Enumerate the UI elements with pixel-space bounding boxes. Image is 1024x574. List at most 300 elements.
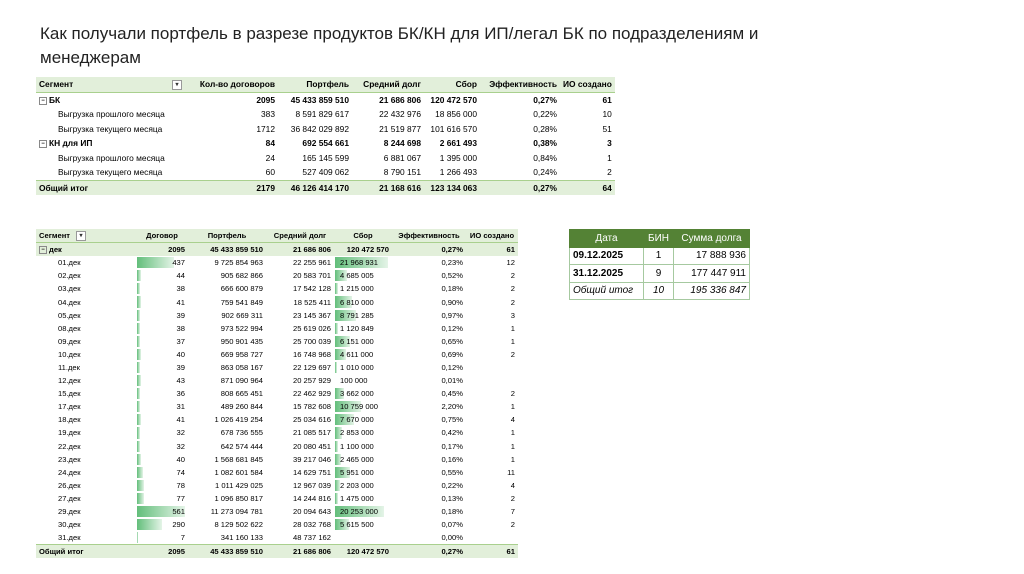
table-cell — [136, 361, 188, 374]
table-row — [36, 107, 615, 122]
cell-value: 38 — [176, 284, 185, 294]
cell-value: 41 — [176, 297, 185, 307]
table-cell: 45 433 859 510 — [188, 545, 266, 559]
table-cell: 39 217 046 — [292, 454, 331, 464]
table-row — [36, 413, 518, 426]
cell-value: 21 968 931 — [340, 258, 379, 268]
table-cell — [334, 256, 392, 269]
row-label: Выгрузка текущего месяца — [58, 123, 163, 134]
table-cell — [334, 492, 392, 505]
table-cell: 0,22% — [441, 480, 463, 490]
cell-value: 1 010 000 — [340, 362, 374, 372]
row-label: 02.дек — [58, 271, 81, 281]
table-cell: 0,45% — [441, 389, 463, 399]
table-cell: 905 682 866 — [220, 271, 263, 281]
table-cell: 25 619 026 — [292, 323, 331, 333]
table-cell: 22 462 929 — [292, 389, 331, 399]
table-cell: 0,52% — [441, 271, 463, 281]
row-label: 09.дек — [58, 336, 81, 346]
data-bar — [137, 427, 140, 438]
table-cell: 0,01% — [441, 376, 463, 386]
table-cell: 84 — [265, 138, 275, 149]
table-cell: 0,24% — [533, 167, 557, 178]
table-row — [36, 518, 518, 531]
table-cell — [466, 531, 518, 545]
cell-value: 39 — [176, 310, 185, 320]
header-row — [36, 229, 518, 243]
cell-value: 5 951 000 — [340, 467, 374, 477]
table-cell: 0,75% — [441, 415, 463, 425]
row-label: 12.дек — [58, 376, 81, 386]
table-cell — [334, 440, 392, 453]
data-bar — [137, 375, 141, 386]
table-row — [36, 453, 518, 466]
row-label: 01.дек — [58, 258, 81, 268]
table-cell: 1 — [644, 247, 674, 265]
row-label: 22.дек — [58, 441, 81, 451]
table-cell: 0,69% — [441, 349, 463, 359]
row-label: 15.дек — [58, 389, 81, 399]
table-row — [36, 92, 615, 107]
data-bar — [137, 349, 141, 360]
row-label: Общий итог — [36, 180, 186, 195]
table-cell: 666 600 879 — [220, 284, 263, 294]
column-header: Средний долг — [352, 77, 424, 92]
table-cell: 101 616 570 — [430, 123, 477, 134]
data-bar — [137, 388, 140, 399]
table-cell: 11 273 094 781 — [210, 507, 263, 517]
table-cell: 0,23% — [441, 258, 463, 268]
table-cell: 0,17% — [441, 441, 463, 451]
table-cell: 1 — [607, 152, 612, 163]
table-cell: 61 — [602, 94, 612, 105]
table-cell — [334, 426, 392, 439]
table-cell — [334, 531, 392, 545]
table-cell: 3 — [510, 310, 515, 320]
data-bar — [335, 283, 338, 294]
row-label: − дек — [36, 243, 136, 257]
table-cell — [136, 309, 188, 322]
cell-value: 31 — [176, 402, 185, 412]
table-cell: 1 — [510, 454, 515, 464]
table-cell: 36 842 029 892 — [290, 123, 349, 134]
cell-value: 7 670 000 — [340, 415, 374, 425]
table-cell: 28 032 768 — [292, 520, 331, 530]
cell-value: 2 853 000 — [340, 428, 374, 438]
data-bar — [137, 283, 140, 294]
table-cell — [466, 374, 518, 387]
row-label: 23.дек — [58, 454, 81, 464]
table-cell: 341 160 133 — [220, 533, 263, 543]
table-cell: 0,27% — [533, 94, 557, 105]
data-bar — [335, 323, 338, 334]
table-cell — [334, 387, 392, 400]
collapse-icon[interactable]: − — [39, 140, 47, 148]
cell-value: 6 810 000 — [340, 297, 374, 307]
table-cell: 0,16% — [441, 454, 463, 464]
table-cell — [136, 531, 188, 545]
table-cell: 0,18% — [441, 284, 463, 294]
table-cell: 8 790 151 — [383, 167, 421, 178]
table-row — [36, 426, 518, 439]
table-cell: 10 — [644, 282, 674, 300]
data-bar — [137, 257, 174, 268]
header-row — [570, 230, 750, 248]
table-cell: 0,27% — [392, 243, 466, 257]
cell-value: 32 — [176, 428, 185, 438]
row-label: 18.дек — [58, 415, 81, 425]
table-cell: 22 432 976 — [379, 109, 421, 120]
table-cell: Общий итог — [570, 282, 644, 300]
table-cell: 61 — [466, 545, 518, 559]
group-row — [36, 243, 518, 257]
row-label: − КН для ИП — [36, 136, 186, 151]
table-cell: 2 — [510, 389, 515, 399]
cell-value: 39 — [176, 362, 185, 372]
row-label: 11.дек — [58, 362, 80, 372]
table-cell: 642 574 444 — [220, 441, 263, 451]
data-bar — [137, 519, 162, 530]
table-cell — [334, 479, 392, 492]
cell-value: 1 100 000 — [340, 441, 374, 451]
table-cell: 21 085 517 — [292, 428, 331, 438]
table-cell: 20 094 643 — [292, 507, 331, 517]
column-header: Договор — [136, 229, 188, 243]
table-cell: 1 — [510, 323, 515, 333]
table-cell: 51 — [602, 123, 612, 134]
table-row — [36, 531, 518, 545]
table-cell: 0,22% — [533, 109, 557, 120]
data-bar — [335, 493, 338, 504]
table-cell: 1 — [510, 336, 515, 346]
table-cell: 12 — [506, 258, 515, 268]
table-cell — [466, 361, 518, 374]
table-cell: 0,07% — [441, 520, 463, 530]
column-header: ИО создано — [466, 229, 518, 243]
table-cell: 177 447 911 — [674, 265, 750, 283]
table-cell: 09.12.2025 — [570, 247, 644, 265]
table-row — [36, 180, 615, 195]
table-cell: 0,00% — [441, 533, 463, 543]
cell-value: 1 120 849 — [340, 323, 374, 333]
table-cell: 2 — [510, 297, 515, 307]
table-cell: 46 126 414 170 — [278, 180, 352, 195]
cell-value: 40 — [176, 349, 185, 359]
row-label: 17.дек — [58, 402, 81, 412]
table-cell: 1 026 419 254 — [214, 415, 263, 425]
column-header: Средний долг — [266, 229, 334, 243]
data-bar — [137, 336, 140, 347]
table-cell: 21 686 806 — [266, 545, 334, 559]
cell-value: 100 000 — [340, 376, 368, 386]
cell-value: 7 — [180, 533, 185, 543]
table-cell: 14 629 751 — [292, 467, 331, 477]
table-cell — [334, 518, 392, 531]
page-title: Как получали портфель в разрезе продуктов БК/КН для ИП/легал БК по подразделениям и менеджерам — [40, 24, 759, 67]
table-row — [36, 466, 518, 479]
table-cell — [136, 269, 188, 282]
table-cell: 692 554 661 — [302, 138, 349, 149]
data-bar — [137, 480, 144, 491]
table-cell — [334, 400, 392, 413]
table-cell — [136, 453, 188, 466]
table-row — [36, 440, 518, 453]
column-header: Кол-во договоров — [186, 77, 278, 92]
table-cell — [136, 282, 188, 295]
row-label: Выгрузка прошлого месяца — [58, 152, 165, 163]
table-cell: 4 — [510, 415, 515, 425]
table-cell: 45 433 859 510 — [188, 243, 266, 257]
cell-value: 561 — [172, 507, 185, 517]
column-header: Эффективность — [392, 229, 466, 243]
table-cell: 21 519 877 — [379, 123, 421, 134]
column-header: Эффективность — [480, 77, 560, 92]
table-cell: 20 257 929 — [292, 376, 331, 386]
table-cell: 1 568 681 845 — [214, 454, 263, 464]
table-cell: 0,65% — [441, 336, 463, 346]
table-cell: 759 541 849 — [220, 297, 263, 307]
table-cell: 8 244 698 — [383, 138, 421, 149]
column-header: Сегмент ▾ — [36, 229, 136, 243]
table-cell — [334, 309, 392, 322]
summary-table — [569, 229, 750, 300]
table-cell: 0,42% — [441, 428, 463, 438]
cell-value: 5 615 500 — [340, 520, 374, 530]
table-cell — [334, 361, 392, 374]
table-cell: 1 — [510, 441, 515, 451]
table-cell: 0,13% — [441, 493, 463, 503]
table-cell: 2 — [510, 349, 515, 359]
table-cell: 1 082 601 584 — [214, 467, 263, 477]
cell-value: 1 475 000 — [340, 493, 374, 503]
row-label: 10.дек — [58, 349, 81, 359]
table-row — [36, 505, 518, 518]
pivot-table-products — [36, 77, 615, 195]
table-cell: 22 255 961 — [292, 258, 331, 268]
row-label: Выгрузка прошлого месяца — [58, 109, 165, 120]
table-cell: 0,84% — [533, 152, 557, 163]
table-row — [36, 335, 518, 348]
table-cell: 2095 — [136, 545, 188, 559]
table-cell: 18 525 411 — [293, 297, 331, 307]
data-bar — [137, 270, 141, 281]
data-bar — [137, 296, 141, 307]
table-cell — [334, 505, 392, 518]
cell-value: 77 — [176, 493, 185, 503]
table-cell — [136, 256, 188, 269]
table-row — [36, 479, 518, 492]
table-row — [36, 348, 518, 361]
data-bar — [335, 441, 338, 452]
table-cell: 0,27% — [480, 180, 560, 195]
table-cell: 0,12% — [441, 323, 463, 333]
table-cell: 17 888 936 — [674, 247, 750, 265]
table-cell: 3 — [607, 138, 612, 149]
data-bar — [137, 401, 140, 412]
column-header: Портфель — [188, 229, 266, 243]
table-cell: 25 034 616 — [292, 415, 331, 425]
row-label: 27.дек — [58, 493, 81, 503]
table-cell: 1 — [510, 402, 515, 412]
table-cell: 0,18% — [441, 507, 463, 517]
table-cell — [136, 518, 188, 531]
table-cell: 8 129 502 622 — [214, 520, 263, 530]
row-label: 29.дек — [58, 507, 81, 517]
table-row — [36, 309, 518, 322]
cell-value: 2 203 000 — [340, 480, 374, 490]
row-label: 31.дек — [58, 533, 81, 543]
table-row — [36, 151, 615, 166]
cell-value: 38 — [176, 323, 185, 333]
collapse-icon[interactable]: − — [39, 246, 47, 254]
cell-value: 290 — [172, 520, 185, 530]
table-row — [36, 122, 615, 137]
column-header: Портфель — [278, 77, 352, 92]
table-row — [36, 387, 518, 400]
table-cell — [136, 426, 188, 439]
filter-dropdown-icon[interactable]: ▾ — [172, 80, 182, 90]
cell-value: 32 — [176, 441, 185, 451]
data-bar — [137, 362, 140, 373]
row-label: 03.дек — [58, 284, 81, 294]
table-cell: 31.12.2025 — [570, 265, 644, 283]
table-cell: 120 472 570 — [430, 94, 477, 105]
row-label: Выгрузка текущего месяца — [58, 167, 163, 178]
table-cell: 17 542 128 — [292, 284, 331, 294]
table-cell: 2 — [510, 493, 515, 503]
cell-value: 36 — [176, 389, 185, 399]
table-row — [36, 256, 518, 269]
table-cell: 16 748 968 — [292, 349, 331, 359]
table-cell: 383 — [261, 109, 275, 120]
table-cell: 669 958 727 — [220, 349, 263, 359]
table-cell: 23 145 367 — [292, 310, 331, 320]
table-cell: 0,12% — [441, 362, 463, 372]
table-cell: 2095 — [136, 243, 188, 257]
table-cell: 2 — [510, 284, 515, 294]
table-cell — [136, 413, 188, 426]
cell-value: 20 253 000 — [340, 507, 379, 517]
data-bar — [137, 454, 141, 465]
table-cell: 165 145 599 — [302, 152, 349, 163]
data-bar — [137, 467, 143, 478]
column-header: Сбор — [424, 77, 480, 92]
table-cell — [334, 374, 392, 387]
table-cell: 64 — [560, 180, 615, 195]
table-cell — [136, 295, 188, 308]
table-cell: 863 058 167 — [220, 362, 263, 372]
table-cell: 0,97% — [441, 310, 463, 320]
table-cell: 527 409 062 — [302, 167, 349, 178]
table-cell: 4 — [510, 480, 515, 490]
table-cell — [136, 374, 188, 387]
table-cell: 20 583 701 — [292, 271, 331, 281]
table-cell — [334, 335, 392, 348]
cell-value: 4 611 000 — [340, 349, 374, 359]
row-label: 05.дек — [58, 310, 81, 320]
table-cell: 489 260 844 — [220, 402, 263, 412]
table-cell: 1712 — [256, 123, 275, 134]
table-row — [36, 400, 518, 413]
table-row — [36, 295, 518, 308]
table-cell — [136, 400, 188, 413]
table-cell: 120 472 570 — [334, 545, 392, 559]
data-bar — [137, 441, 140, 452]
cell-value: 78 — [176, 480, 185, 490]
cell-value: 2 465 000 — [340, 454, 374, 464]
column-header: Дата — [570, 230, 644, 248]
table-cell: 18 856 000 — [435, 109, 477, 120]
table-cell — [136, 466, 188, 479]
data-bar — [137, 493, 144, 504]
table-cell — [136, 335, 188, 348]
row-label: 08.дек — [58, 323, 81, 333]
column-header: ИО создано — [560, 77, 615, 92]
table-cell: 950 901 435 — [220, 336, 263, 346]
cell-value: 437 — [172, 258, 185, 268]
table-row — [570, 247, 750, 265]
column-header: Сбор — [334, 229, 392, 243]
cell-value: 6 151 000 — [340, 336, 374, 346]
table-cell — [136, 387, 188, 400]
table-cell: 11 — [507, 467, 515, 477]
table-cell: 0,38% — [533, 138, 557, 149]
cell-value: 3 662 000 — [340, 389, 374, 399]
collapse-icon[interactable]: − — [39, 97, 47, 105]
table-cell: 22 129 697 — [292, 362, 331, 372]
table-cell: 24 — [265, 152, 275, 163]
table-cell: 61 — [466, 243, 518, 257]
table-cell: 123 134 063 — [424, 180, 480, 195]
table-cell: 0,28% — [533, 123, 557, 134]
table-row — [36, 136, 615, 151]
table-row — [36, 165, 615, 180]
cell-value: 41 — [176, 415, 185, 425]
row-label: 30.дек — [58, 520, 81, 530]
table-cell: 15 782 608 — [292, 402, 331, 412]
table-cell — [136, 440, 188, 453]
table-cell: 808 665 451 — [220, 389, 263, 399]
row-label: 26.дек — [58, 480, 81, 490]
table-row — [36, 492, 518, 505]
table-cell: 120 472 570 — [334, 243, 392, 257]
cell-value: 4 685 005 — [340, 271, 374, 281]
table-row — [36, 361, 518, 374]
header-row — [36, 77, 615, 92]
cell-value: 10 759 000 — [340, 402, 379, 412]
table-cell: 20 080 451 — [292, 441, 331, 451]
table-cell: 2179 — [186, 180, 278, 195]
table-cell — [334, 466, 392, 479]
table-cell: 8 591 829 617 — [295, 109, 349, 120]
table-row — [36, 282, 518, 295]
table-cell: 12 967 039 — [292, 480, 331, 490]
table-cell: 7 — [510, 507, 515, 517]
column-header: Сегмент ▾ — [36, 77, 186, 92]
data-bar — [137, 323, 140, 334]
table-cell: 9 725 854 963 — [214, 258, 263, 268]
cell-value: 1 215 000 — [340, 284, 374, 294]
filter-dropdown-icon[interactable]: ▾ — [76, 231, 86, 241]
table-cell: 2095 — [256, 94, 275, 105]
table-cell: 25 700 039 — [292, 336, 331, 346]
table-cell — [334, 295, 392, 308]
column-header: Сумма долга — [674, 230, 750, 248]
total-row — [36, 545, 518, 559]
table-cell — [136, 479, 188, 492]
table-cell: 2 — [510, 520, 515, 530]
table-cell: 871 090 964 — [220, 376, 263, 386]
